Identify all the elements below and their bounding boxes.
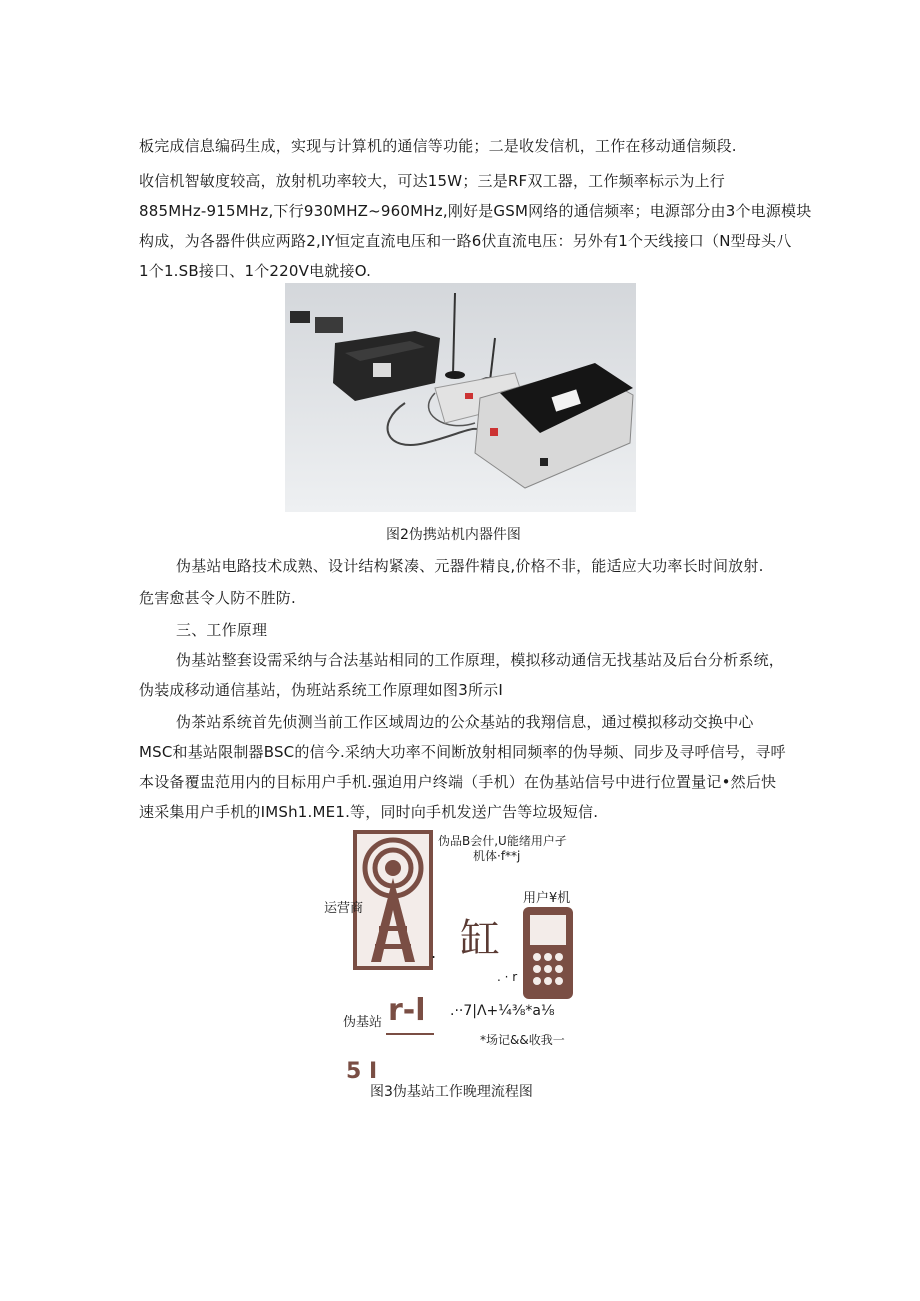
paragraph-line: 885MHz-915MHz,下行930MHZ~960MHz,刚好是GSM网络的通信频率；电源部分由3个电源模块 <box>139 202 812 220</box>
paragraph-line: 伪装成移动通信基站，伪班站系统工作原理如图3所示I <box>139 681 503 699</box>
label-fake-notice: 伪品B会什,U能绪用户孑 <box>438 834 567 848</box>
paragraph-line: 1个1.SB接口、1个220V电就接O. <box>139 262 372 280</box>
mobile-phone-icon <box>523 907 573 999</box>
paragraph-line: 收信机智敏度较高，放射机功率较大，可达15W；三是RF双工器，工作频率标示为上行 <box>139 172 725 190</box>
label-bottom: *场记&&收我一 <box>480 1033 565 1047</box>
paragraph-line: 本设备覆盅范用内的目标用户手机.强迫用户终端（手机）在伪基站信号中进行位置量记•然后快 <box>139 773 777 791</box>
paragraph-line: 伪基站电路技术成熟、设计结构紧凑、元器件精良,价格不非，能适应大功率长时间放射. <box>176 557 764 575</box>
label-five: 5 I <box>346 1059 378 1084</box>
figure-caption: 图2伪携站机内器件图 <box>386 527 521 543</box>
label-user-phone: 用户¥机 <box>523 891 571 906</box>
label-fake-notice-2: 机体·f**j <box>473 849 521 863</box>
cell-tower-icon <box>353 830 433 970</box>
paragraph-line: 速采集用户手机的IMSh1.ME1.等，同时向手机发送广告等垃圾短信. <box>139 803 599 821</box>
label-r: . · r <box>497 970 518 984</box>
label-fake-station: 伪基站 <box>343 1015 383 1030</box>
paragraph-line: 伪茶站系统首先侦测当前工作区域周边的公众基站的我翔信息，通过模拟移动交换中心 <box>176 713 754 731</box>
label-operator: 运营商 <box>324 901 364 916</box>
paragraph-line: MSC和基站限制器BSC的信今.采纳大功率不间断放射相同频率的伪导频、同步及寻呼信号，寻呼 <box>139 743 786 761</box>
figure-caption: 图3伪基站工作晚理流程图 <box>370 1084 533 1100</box>
paragraph-line: 构成，为各器件供应两路2,IY恒定直流电压和一路6伏直流电压：另外有1个天线接口（N型母头八 <box>139 232 792 250</box>
label-rl: r-l <box>388 993 426 1028</box>
paragraph-line: 板完成信息编码生成，实现与计算机的通信等功能；二是收发信机，工作在移动通信频段. <box>139 137 737 155</box>
label-big-glyph: 缸 <box>460 916 500 962</box>
section-heading: 三、工作原理 <box>176 621 268 639</box>
label-mid: .··7|Λ+¼⅜*a⅛ <box>450 1003 555 1019</box>
paragraph-line: 伪基站整套设需采纳与合法基站相同的工作原理，模拟移动通信无找基站及后台分析系统， <box>176 651 785 669</box>
workflow-diagram <box>320 825 590 1100</box>
paragraph-line: 危害愈甚令人防不胜防. <box>139 589 296 607</box>
label-dot: . <box>431 943 437 962</box>
equipment-photo <box>285 283 636 512</box>
divider-line <box>386 1033 434 1035</box>
